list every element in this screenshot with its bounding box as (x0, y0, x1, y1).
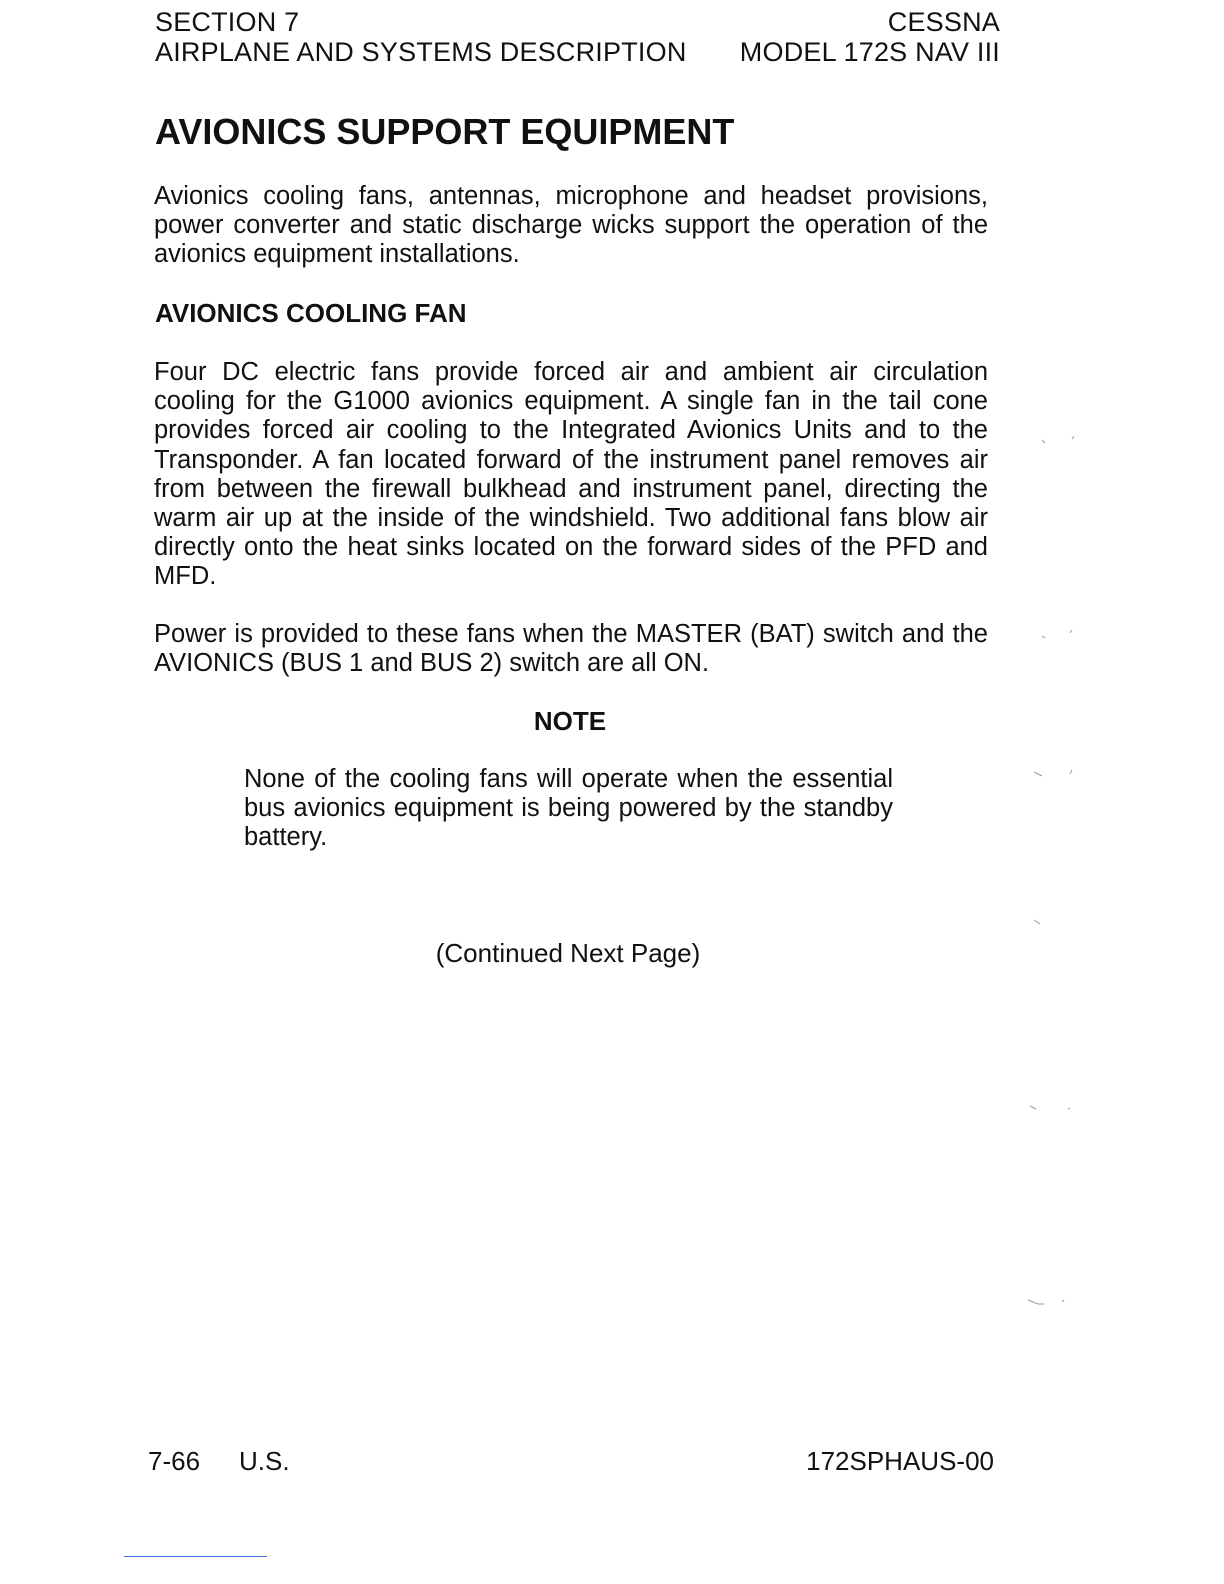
margin-scan-marks (1020, 420, 1100, 1340)
header-left (155, 7, 687, 67)
footer-page-number: 7-66 (148, 1446, 201, 1476)
section-label: SECTION 7 (155, 7, 300, 37)
bottom-rule (124, 1556, 267, 1557)
continued-label: (Continued Next Page) (435, 938, 701, 968)
subheading-cooling-fan: AVIONICS COOLING FAN (155, 298, 467, 328)
footer-region: U.S. (239, 1446, 290, 1476)
section-title: AIRPLANE AND SYSTEMS DESCRIPTION (155, 37, 687, 67)
fans-paragraph: Four DC electric fans provide forced air and ambient air circulation cooling for the G1000 avionics equipment. A single fan in the tail cone provides forced air cooling to the Integrated Avionics Units and to the Transponder. A fan located forward of the instrument panel removes air from between the firewall bulkhead and instrument panel, directing the warm air up at the inside of the windshield. Two additional fans blow air directly onto the heat sinks located on the forward sides of the PFD and MFD. (154, 358, 988, 591)
footer-document-id: 172SPHAUS-00 (806, 1446, 994, 1476)
power-paragraph: Power is provided to these fans when the MASTER (BAT) switch and the AVIONICS (BUS 1 and BUS 2) switch are all ON. (154, 620, 988, 678)
intro-paragraph: Avionics cooling fans, antennas, microphone and headset provisions, power converter and static discharge wicks support the operation of the avionics equipment installations. (154, 182, 988, 269)
page-title: AVIONICS SUPPORT EQUIPMENT (155, 111, 735, 152)
note-heading: NOTE (533, 706, 607, 736)
manufacturer-label: CESSNA (887, 7, 1000, 37)
header-right (740, 7, 1000, 67)
note-text: None of the cooling fans will operate when the essential bus avionics equipment is being powered by the standby battery. (244, 765, 893, 852)
model-label: MODEL 172S NAV III (739, 37, 1000, 67)
